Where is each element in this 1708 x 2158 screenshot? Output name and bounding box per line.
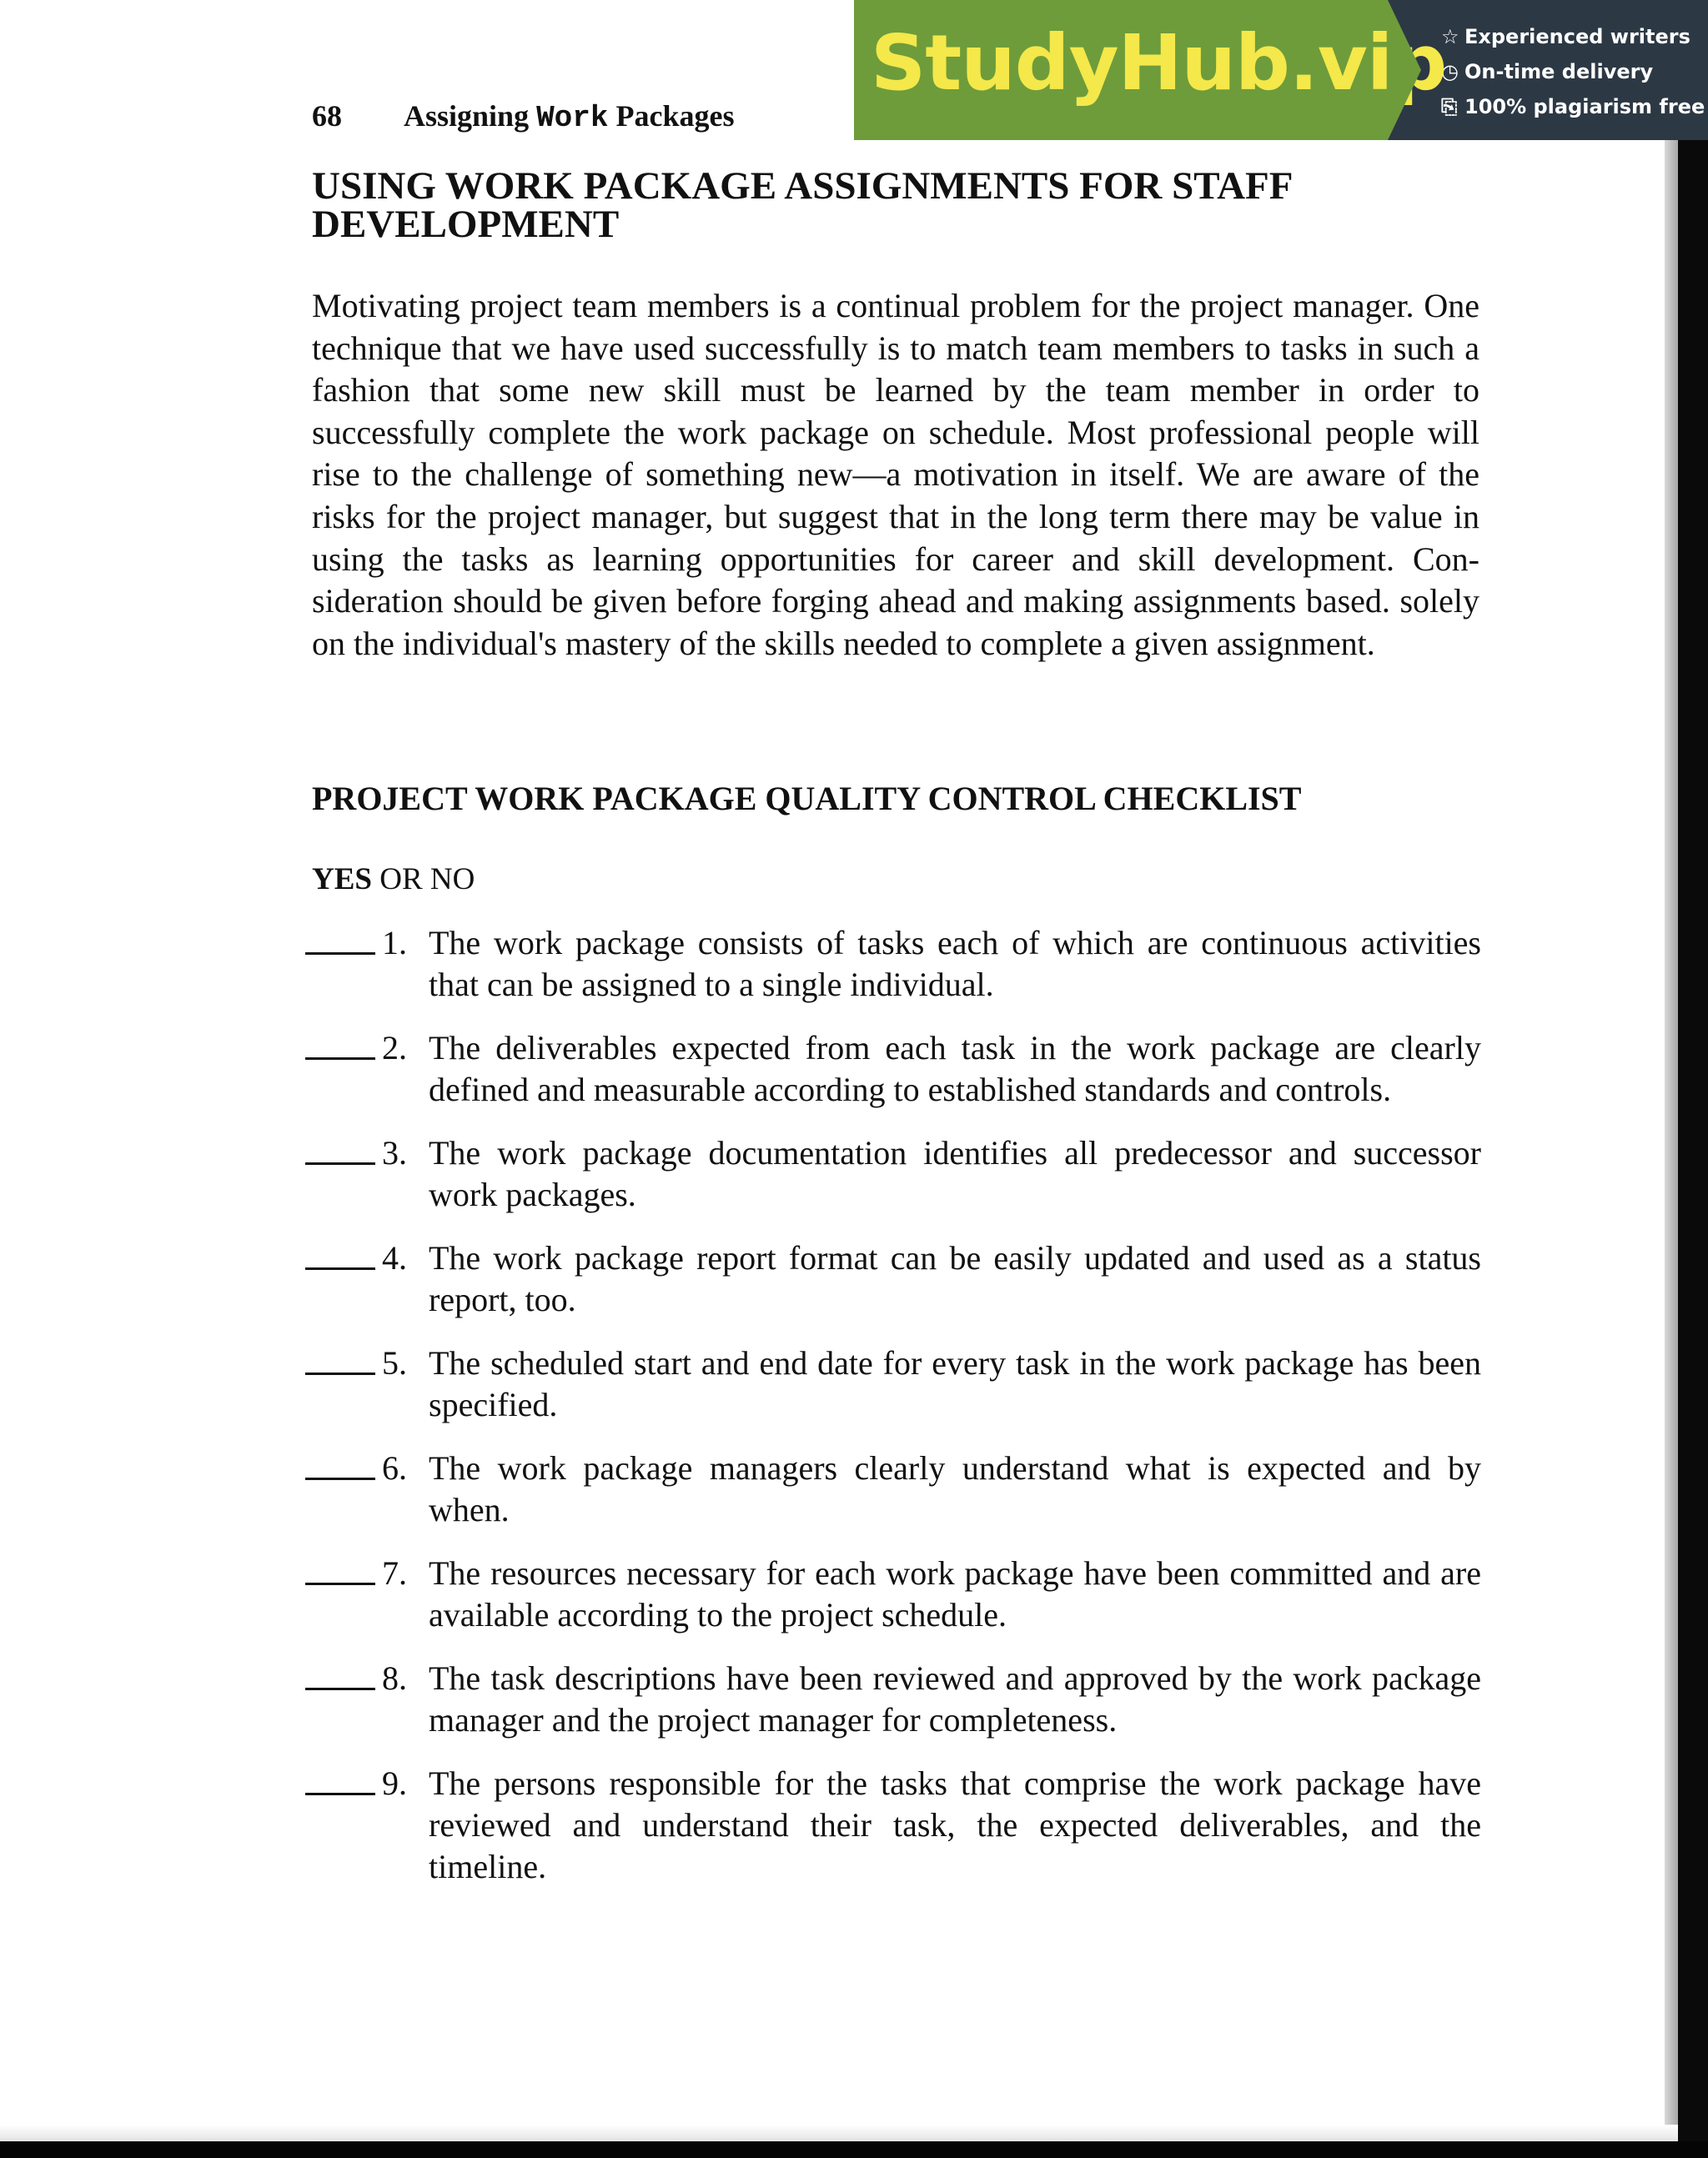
checklist-item bbox=[305, 1448, 1481, 1539]
item-text: The scheduled start and end date for every task in the work package has been specified. bbox=[429, 1344, 1481, 1423]
running-head-title-part2: Work bbox=[536, 101, 609, 135]
item-number: 4. bbox=[382, 1239, 407, 1277]
feature-label: 100% plagiarism free bbox=[1464, 95, 1705, 118]
feature-on-time-delivery bbox=[1441, 54, 1708, 89]
running-head-title-part3: Packages bbox=[608, 99, 735, 133]
item-text: The work package report format can be easily updated and used as a status report, too. bbox=[429, 1239, 1481, 1318]
item-number: 1. bbox=[382, 924, 407, 961]
clock-icon: ◷ bbox=[1441, 60, 1459, 83]
answer-blank[interactable] bbox=[305, 1373, 375, 1375]
item-text: The persons responsible for the tasks that comprise the work package have reviewed and understand their task, the expected deliverables, and the timeline. bbox=[429, 1764, 1481, 1885]
section-heading: USING WORK PACKAGE ASSIGNMENTS FOR STAFF DEVELOPMENT bbox=[312, 164, 1292, 246]
item-text: The work package documentation identifies all predecessor and successor work packages. bbox=[429, 1134, 1481, 1213]
checklist-title: PROJECT WORK PACKAGE QUALITY CONTROL CHECKLIST bbox=[312, 780, 1302, 817]
item-text: The work package managers clearly understand what is expected and by when. bbox=[429, 1449, 1481, 1528]
or-no-label: OR NO bbox=[371, 862, 475, 896]
item-number: 8. bbox=[382, 1659, 407, 1697]
page-edge-shadow bbox=[1665, 125, 1678, 2143]
checklist-item bbox=[305, 1658, 1481, 1749]
checklist-item bbox=[305, 1132, 1481, 1224]
page-number: 68 bbox=[312, 99, 342, 133]
checklist-item bbox=[305, 1237, 1481, 1329]
item-text: The work package consists of tasks each of which are continuous activities that can be assigned to a single individual. bbox=[429, 924, 1481, 1003]
checklist-item bbox=[305, 922, 1481, 1014]
star-icon: ☆ bbox=[1441, 25, 1459, 48]
item-text: The task descriptions have been reviewed and approved by the work package manager and the project manager for completeness. bbox=[429, 1659, 1481, 1739]
checklist-item bbox=[305, 1553, 1481, 1644]
feature-label: On-time delivery bbox=[1464, 60, 1654, 83]
checklist-item bbox=[305, 1763, 1481, 1896]
feature-experienced-writers bbox=[1441, 19, 1708, 54]
scan-border-bottom bbox=[0, 2141, 1708, 2158]
item-number: 7. bbox=[382, 1554, 407, 1592]
answer-blank[interactable] bbox=[305, 1793, 375, 1795]
feature-plagiarism-free bbox=[1441, 89, 1708, 124]
answer-blank[interactable] bbox=[305, 1583, 375, 1585]
item-number: 9. bbox=[382, 1764, 407, 1802]
answer-blank[interactable] bbox=[305, 1057, 375, 1060]
item-text: The deliverables expected from each task in the work package are clearly defined and measurable according to established standards and controls. bbox=[429, 1029, 1481, 1108]
yes-or-no-label bbox=[312, 861, 475, 897]
item-number: 6. bbox=[382, 1449, 407, 1487]
body-paragraph: Motivating project team members is a continual problem for the project manager. One technique that we have used successfully is to match team members to tasks in such a fashion that some new skill must be learned by the team member in order to successfully complete the work package on schedule. Most professional people will rise to the challenge of something new—a motivation in itself. We are aware of the risks for the project manager, but suggest that in the long term there may be value in using the tasks as learning opportunities for career and skill development. Con-sideration should be given before forging ahead and making assignments based. solely on the individual's mastery of the skills needed to complete a given assignment. bbox=[312, 287, 1479, 662]
answer-blank[interactable] bbox=[305, 952, 375, 955]
checklist-item bbox=[305, 1027, 1481, 1119]
feature-label: Experienced writers bbox=[1464, 25, 1690, 48]
banner-arrow bbox=[1388, 0, 1421, 140]
running-head bbox=[312, 98, 734, 135]
studyhub-banner[interactable] bbox=[854, 0, 1708, 140]
answer-blank[interactable] bbox=[305, 1267, 375, 1270]
running-head-title-part1: Assigning bbox=[404, 99, 537, 133]
answer-blank[interactable] bbox=[305, 1162, 375, 1165]
copy-icon: ⎘ bbox=[1441, 95, 1458, 118]
answer-blank[interactable] bbox=[305, 1478, 375, 1480]
item-number: 3. bbox=[382, 1134, 407, 1172]
item-text: The resources necessary for each work package have been committed and are available according to the project schedule. bbox=[429, 1554, 1481, 1634]
scan-border-right bbox=[1678, 133, 1708, 2158]
banner-logo-panel[interactable] bbox=[854, 0, 1447, 140]
answer-blank[interactable] bbox=[305, 1688, 375, 1690]
checklist-item bbox=[305, 1342, 1481, 1434]
studyhub-logo[interactable]: StudyHub.vip bbox=[871, 18, 1447, 108]
item-number: 5. bbox=[382, 1344, 407, 1382]
scan-noise-bottom bbox=[0, 2125, 1678, 2141]
item-number: 2. bbox=[382, 1029, 407, 1066]
yes-label: YES bbox=[312, 862, 372, 896]
